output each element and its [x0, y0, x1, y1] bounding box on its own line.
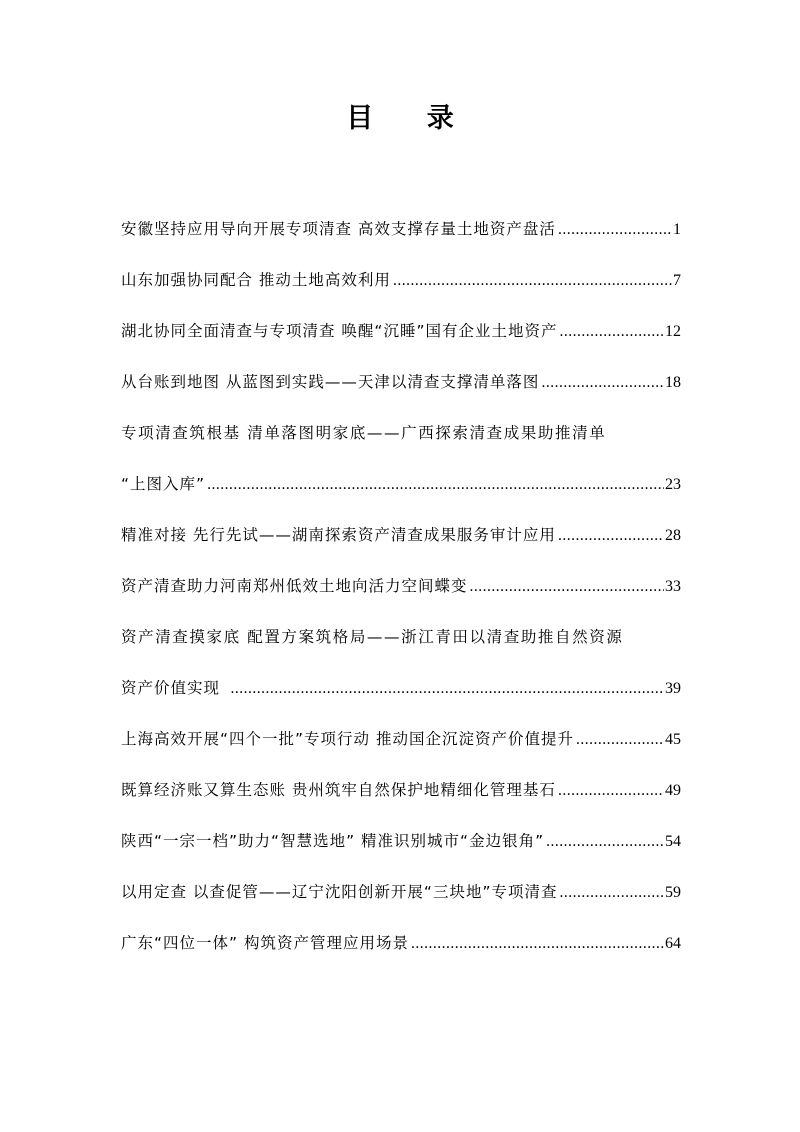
toc-entry-text: 资产价值实现	[121, 679, 221, 697]
toc-entry-zhejiang-line2[interactable]	[121, 647, 681, 698]
toc-entry-text: 精准对接 先行先试——湖南探索资产清查成果服务审计应用	[121, 526, 556, 544]
toc-entry-henan[interactable]	[121, 545, 681, 596]
toc-entry-hunan[interactable]	[121, 494, 681, 545]
toc-page-number: 49	[665, 782, 681, 799]
toc-entry-tianjin[interactable]	[121, 341, 681, 392]
toc-entry-hubei[interactable]	[121, 290, 681, 341]
toc-entry-guizhou[interactable]	[121, 749, 681, 800]
toc-entry-guangxi-line2[interactable]	[121, 443, 681, 494]
toc-leader-dots	[560, 323, 665, 341]
toc-entry-text: 从台账到地图 从蓝图到实践——天津以清查支撑清单落图	[121, 373, 540, 391]
toc-page-number: 12	[665, 323, 681, 340]
toc-entry-text: 安徽坚持应用导向开展专项清查 高效支撑存量土地资产盘活	[121, 220, 556, 238]
toc-leader-dots	[393, 272, 672, 290]
toc-leader-dots	[576, 731, 664, 749]
toc-entry-liaoning[interactable]	[121, 851, 681, 902]
toc-entry-text: 资产清查助力河南郑州低效土地向活力空间蝶变	[121, 577, 468, 595]
toc-page-number: 23	[665, 476, 681, 493]
toc-entry-text: 广东“四位一体” 构筑资产管理应用场景	[121, 934, 409, 952]
toc-entry-guangxi-line1[interactable]	[121, 392, 681, 443]
toc-entry-guangdong[interactable]	[121, 902, 681, 953]
toc-entry-text: 既算经济账又算生态账 贵州筑牢自然保护地精细化管理基石	[121, 781, 556, 799]
toc-page-number: 54	[665, 833, 681, 850]
toc-entry-anhui[interactable]	[121, 188, 681, 239]
toc-leader-dots	[560, 884, 665, 902]
toc-entry-text: 以用定查 以查促管——辽宁沈阳创新开展“三块地”专项清查	[121, 883, 558, 901]
page-title: 目 录	[346, 103, 476, 134]
toc-list	[121, 188, 681, 953]
toc-entry-text: 湖北协同全面清查与专项清查 唤醒“沉睡”国有企业土地资产	[121, 322, 558, 340]
toc-page-number: 33	[665, 578, 681, 595]
toc-entry-shandong[interactable]	[121, 239, 681, 290]
toc-entry-text: 山东加强协同配合 推动土地高效利用	[121, 271, 391, 289]
toc-leader-dots	[558, 782, 664, 800]
toc-page-number: 39	[665, 680, 681, 697]
toc-leader-dots	[541, 374, 664, 392]
toc-leader-dots	[558, 221, 672, 239]
toc-page-number: 59	[665, 884, 681, 901]
toc-page-number: 28	[665, 527, 681, 544]
toc-page-number: 7	[673, 272, 681, 289]
toc-leader-dots	[558, 527, 664, 545]
toc-entry-text: 上海高效开展“四个一批”专项行动 推动国企沉淀资产价值提升	[121, 730, 574, 748]
toc-leader-dots	[470, 578, 664, 596]
toc-leader-dots	[231, 680, 664, 698]
toc-entry-shanghai[interactable]	[121, 698, 681, 749]
toc-leader-dots	[411, 935, 664, 953]
toc-page-number: 18	[665, 374, 681, 391]
toc-entry-text: 资产清查摸家底 配置方案筑格局——浙江青田以清查助推自然资源	[121, 628, 624, 646]
toc-page-number: 64	[665, 935, 681, 952]
toc-page-number: 1	[673, 221, 681, 238]
toc-entry-zhejiang-line1[interactable]	[121, 596, 681, 647]
toc-entry-text: “上图入库”	[121, 475, 206, 493]
toc-leader-dots	[546, 833, 664, 851]
toc-page-number: 45	[665, 731, 681, 748]
toc-leader-dots	[207, 476, 664, 494]
toc-entry-shaanxi[interactable]	[121, 800, 681, 851]
toc-entry-text: 陕西“一宗一档”助力“智慧选地” 精准识别城市“金边银角”	[121, 832, 545, 850]
toc-entry-text: 专项清查筑根基 清单落图明家底——广西探索清查成果助推清单	[121, 424, 607, 442]
